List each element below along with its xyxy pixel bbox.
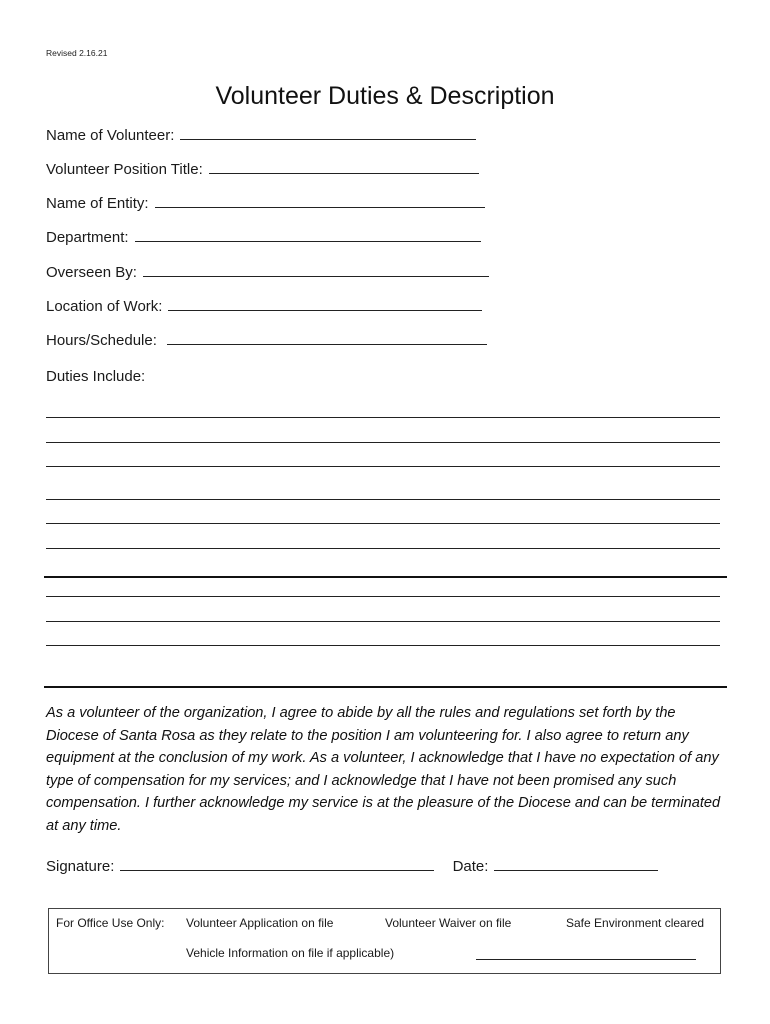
field-label: Location of Work:: [46, 298, 163, 315]
duty-line[interactable]: [46, 621, 720, 622]
page-title: Volunteer Duties & Description: [215, 82, 555, 110]
duties-label: Duties Include:: [46, 368, 146, 385]
section-divider: [44, 576, 727, 578]
duty-line[interactable]: [46, 466, 720, 467]
field-label: Volunteer Position Title:: [46, 161, 203, 178]
field-label: Name of Volunteer:: [46, 127, 175, 144]
signature-row: [46, 858, 658, 875]
field-hours-schedule: [46, 332, 487, 349]
office-use-label: For Office Use Only:: [56, 916, 165, 930]
office-item-vehicle: Vehicle Information on file if applicable): [186, 946, 395, 960]
duty-line[interactable]: [46, 548, 720, 549]
duty-line[interactable]: [46, 499, 720, 500]
field-name-of-entity: [46, 195, 485, 212]
field-label: Overseen By:: [46, 264, 137, 281]
field-label: Department:: [46, 229, 129, 246]
duty-line[interactable]: [46, 442, 720, 443]
field-label: Hours/Schedule:: [46, 332, 157, 349]
office-item-application: Volunteer Application on file: [186, 916, 334, 930]
department-input[interactable]: [135, 229, 481, 242]
field-location-of-work: [46, 298, 482, 315]
signature-label: Signature:: [46, 858, 115, 875]
field-name-of-volunteer: [46, 127, 476, 144]
duty-line[interactable]: [46, 417, 720, 418]
signature-input[interactable]: [120, 858, 434, 871]
field-department: [46, 229, 481, 246]
position-title-input[interactable]: [209, 161, 479, 174]
duty-line[interactable]: [46, 523, 720, 524]
revision-date: Revised 2.16.21: [46, 48, 108, 58]
field-overseen-by: [46, 264, 489, 281]
hours-schedule-input[interactable]: [167, 332, 487, 345]
location-of-work-input[interactable]: [168, 298, 482, 311]
volunteer-name-input[interactable]: [180, 127, 476, 140]
field-label: Name of Entity:: [46, 195, 149, 212]
office-item-safe-environment: Safe Environment cleared: [566, 916, 705, 930]
duty-line[interactable]: [46, 645, 720, 646]
date-input[interactable]: [494, 858, 658, 871]
overseen-by-input[interactable]: [143, 264, 489, 277]
agreement-text: As a volunteer of the organization, I agree to abide by all the rules and regulations set forth by the Diocese of Santa Rosa as they relate to the position I am volunteering for. I also agree to return any equipment at the conclusion of my work. As a volunteer, I acknowledge that I have no expectation of any type of compensation for my services; and I acknowledge that I have not been promised any such compensation. I further acknowledge my service is at the pleasure of the Diocese and can be terminated at any time.: [46, 705, 721, 834]
section-divider: [44, 686, 727, 688]
date-label: Date:: [452, 858, 489, 875]
field-position-title: [46, 161, 479, 178]
duty-line[interactable]: [46, 596, 720, 597]
office-signoff-line[interactable]: [476, 959, 696, 960]
entity-name-input[interactable]: [155, 195, 485, 208]
office-item-waiver: Volunteer Waiver on file: [385, 916, 512, 930]
